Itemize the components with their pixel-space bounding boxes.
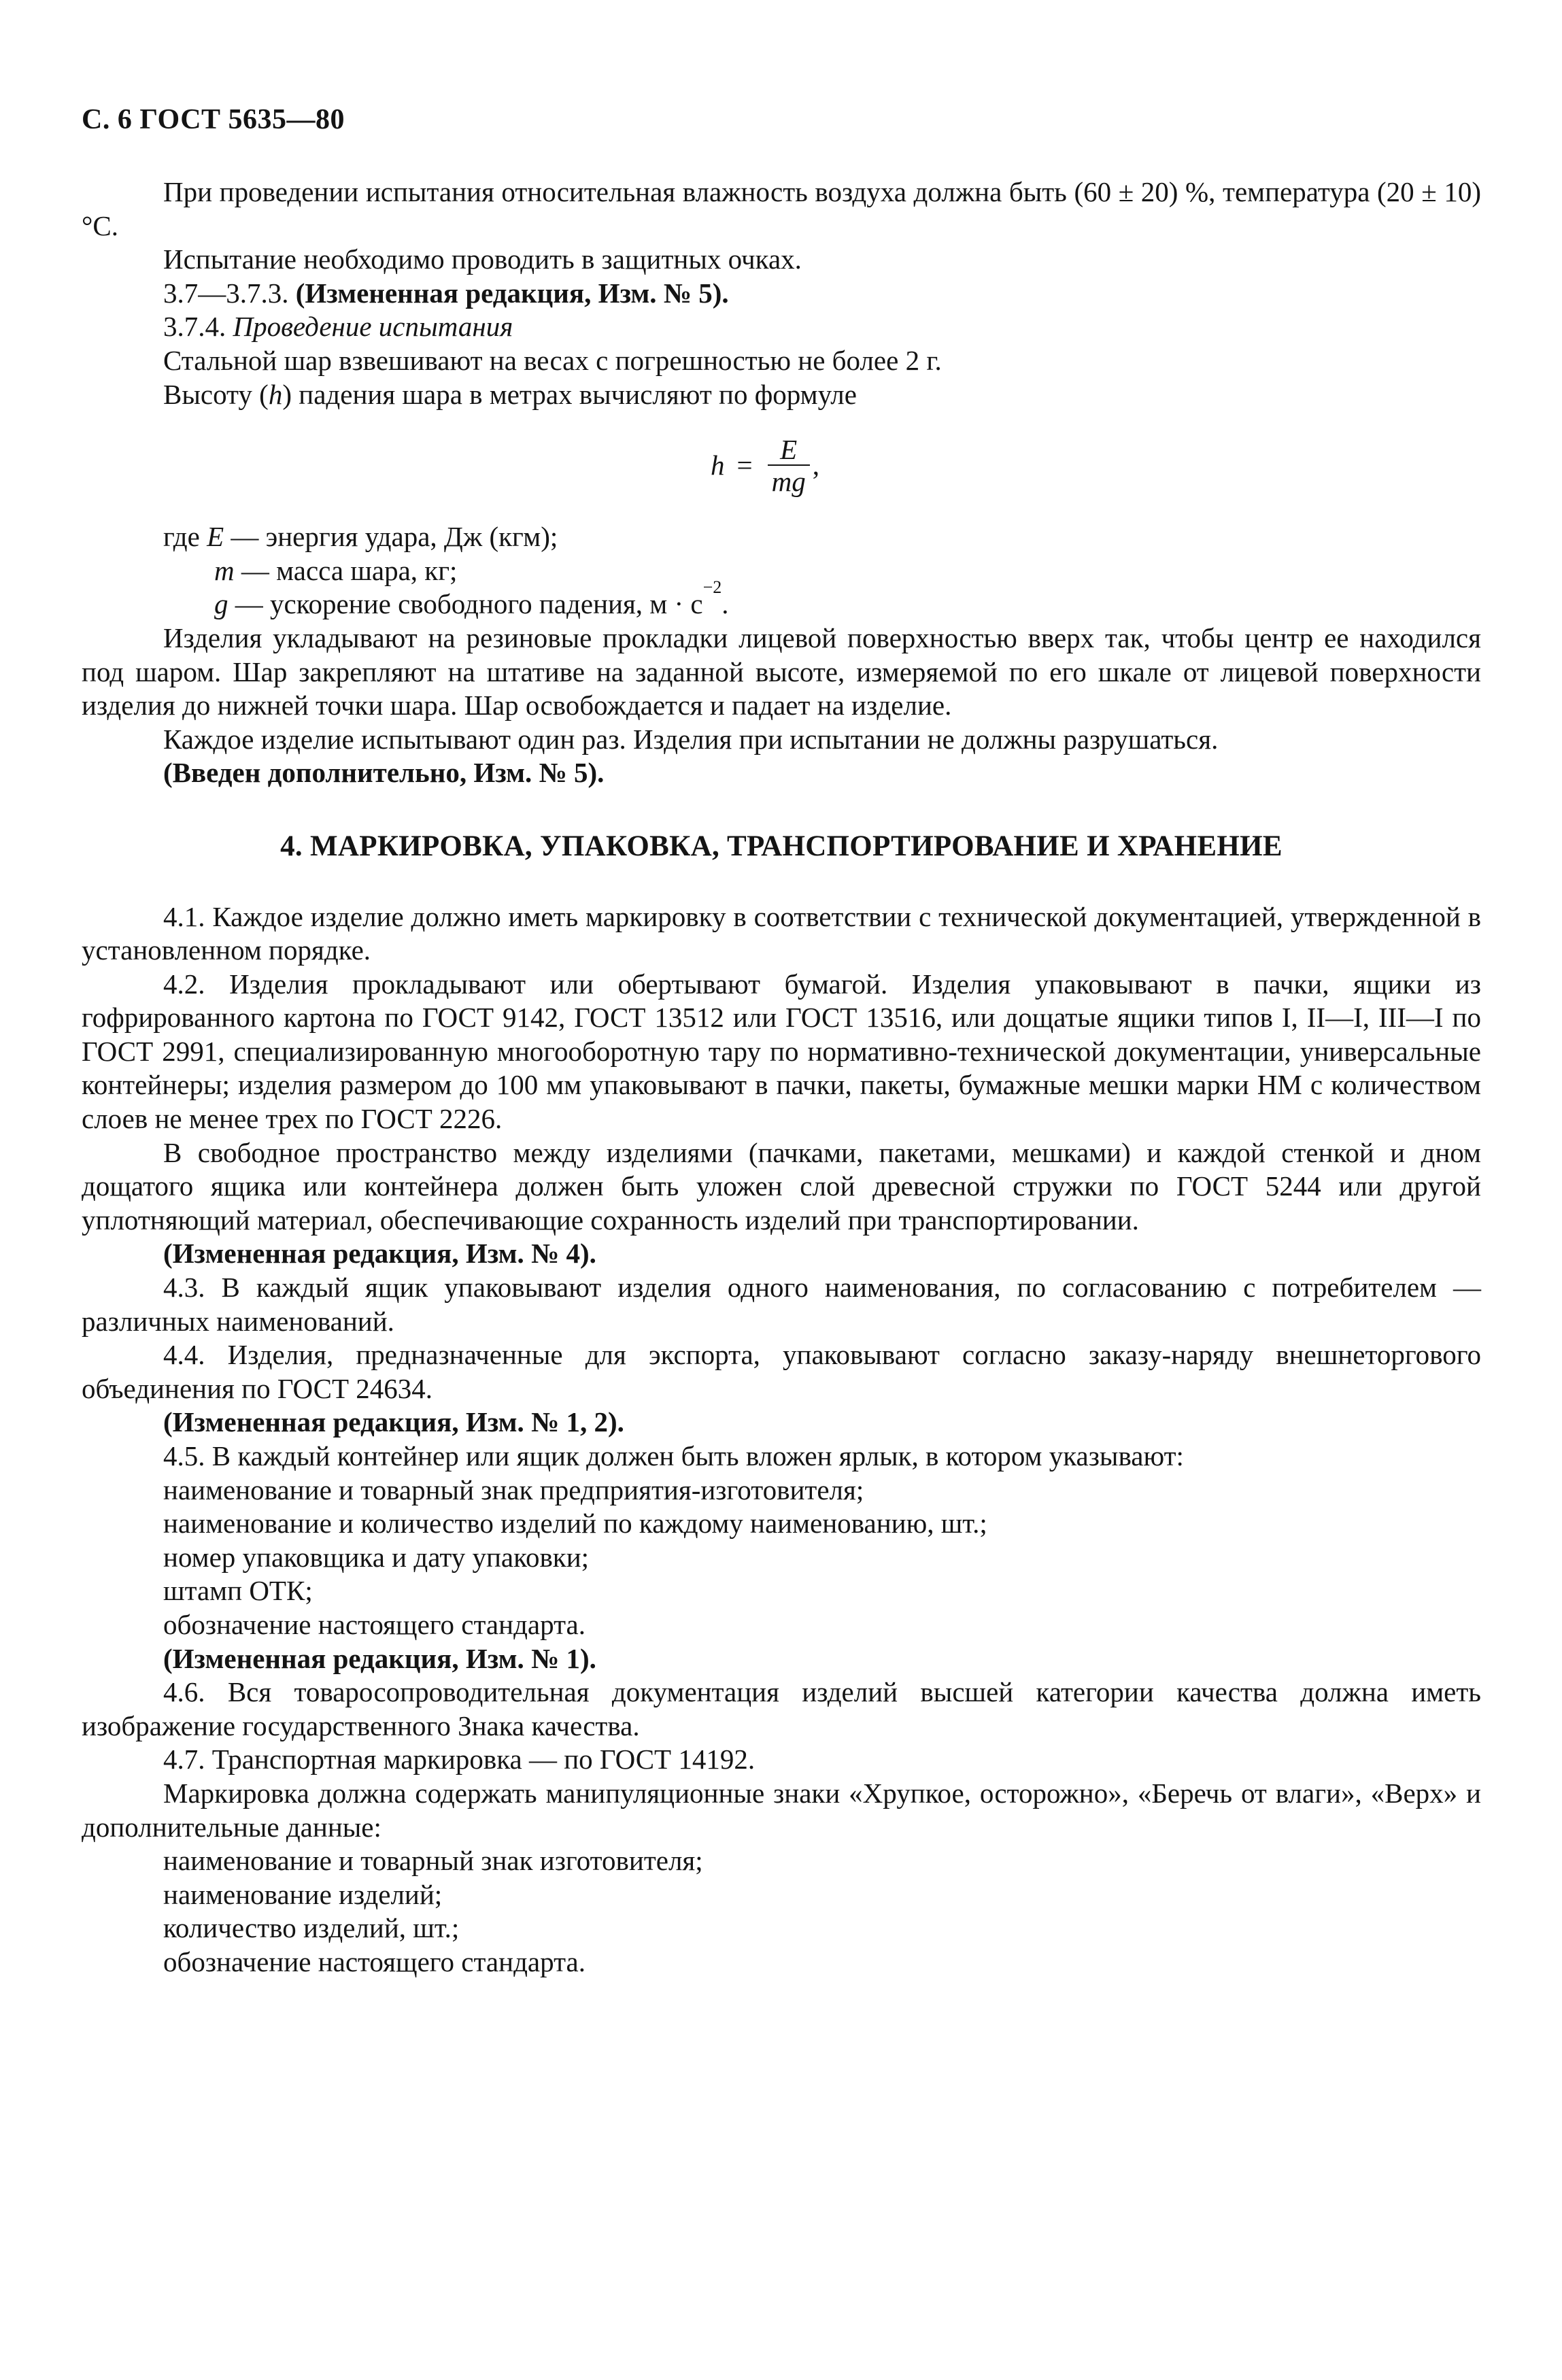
amendment-note: (Измененная редакция, Изм. № 1). [163, 1642, 596, 1674]
list-item: наименование изделий; [163, 1878, 443, 1910]
formula-lhs: h [711, 449, 725, 481]
document-body [82, 175, 1481, 1979]
paragraph-placement: Изделия укладывают на резиновые прокладки лицевой поверхностью вверх так, чтобы центр ее находился под шаром. Шар закрепляют на штативе на заданной высоте, измеряемой по его шкале от лицевой поверхности изделия до нижней точки шара. Шар освобождается и падает на изделие. [82, 622, 1481, 721]
list-item: номер упаковщика и дату упаковки; [163, 1541, 590, 1573]
paragraph-amendment-3-7 [82, 277, 1481, 311]
amendment-note: (Измененная редакция, Изм. № 1, 2). [163, 1406, 624, 1438]
list-item: обозначение настоящего стандарта. [163, 1608, 585, 1640]
formula-comma: , [812, 449, 819, 481]
list-item: обозначение настоящего стандарта. [163, 1945, 585, 1977]
paragraph-weighing: Стальной шар взвешивают на весах с погрешностью не более 2 г. [163, 344, 942, 376]
list-item: наименование и товарный знак предприятия-изготовителя; [163, 1474, 864, 1506]
paragraph-4-2-filler: В свободное пространство между изделиями (пачками, пакетами, мешками) и каждой стенкой и дном дощатого ящика или контейнера должен быть уложен слой древесной стружки по ГОСТ 5244 или другой уплотняющий материал, обеспечивающие сохранность изделий при транспортировании. [82, 1136, 1481, 1236]
list-item: наименование и товарный знак изготовителя; [163, 1845, 703, 1877]
formula-equals: = [736, 449, 753, 481]
page-header: С. 6 ГОСТ 5635—80 [82, 104, 345, 135]
formula-block [82, 411, 1481, 520]
legend-energy: где E — энергия удара, Дж (кгм); [163, 521, 558, 553]
formula [711, 435, 819, 497]
list-item: количество изделий, шт.; [163, 1912, 460, 1944]
paragraph-4-7: 4.7. Транспортная маркировка — по ГОСТ 14192. [163, 1744, 755, 1775]
list-item: наименование и количество изделий по каждому наименованию, шт.; [163, 1508, 987, 1540]
formula-denominator: mg [768, 464, 810, 497]
list-item: штамп ОТК; [163, 1575, 313, 1607]
clause-title: Проведение испытания [233, 311, 513, 343]
transport-marking-list [82, 1844, 1481, 1979]
section-title: 4. МАРКИРОВКА, УПАКОВКА, ТРАНСПОРТИРОВАНИЕ И ХРАНЕНИЕ [280, 830, 1283, 862]
formula-legend [82, 520, 1481, 622]
paragraph-4-2: 4.2. Изделия прокладывают или обертывают бумагой. Изделия упаковывают в пачки, ящики из гофрированного картона по ГОСТ 9142, ГОСТ 13512 или ГОСТ 13516, или дощатые ящики типов I, II—I, III—I по ГОСТ 2991, специализированную многооборотную тару по нормативно-технической документации, универсальные контейнеры; изделия размером до 100 мм упаковывают в пачки, пакеты, бумажные мешки марки НМ с количеством слоев не менее трех по ГОСТ 2226. [82, 968, 1481, 1135]
paragraph-height: Высоту (h) падения шара в метрах вычисляют по формуле [163, 378, 857, 410]
paragraph-4-4: 4.4. Изделия, предназначенные для экспорта, упаковывают согласно заказу-наряду внешнеторгового объединения по ГОСТ 24634. [82, 1339, 1481, 1404]
paragraph-3-7-4 [82, 310, 1481, 344]
legend-gravity: g — ускорение свободного падения, м · с −2 . [214, 577, 729, 620]
paragraph-humidity: При проведении испытания относительная влажность воздуха должна быть (60 ± 20) %, температура (20 ± 10) °С. [82, 176, 1481, 241]
amendment-note: (Введен дополнительно, Изм. № 5). [163, 757, 605, 789]
paragraph-4-1: 4.1. Каждое изделие должно иметь маркировку в соответствии с технической документацией, утвержденной в установленном порядке. [82, 900, 1481, 966]
label-contents-list [82, 1474, 1481, 1642]
paragraph-4-7-marks: Маркировка должна содержать манипуляционные знаки «Хрупкое, осторожно», «Беречь от влаги», «Верх» и дополнительные данные: [82, 1777, 1481, 1843]
paragraph-once: Каждое изделие испытывают один раз. Изделия при испытании не должны разрушаться. [163, 723, 1219, 755]
paragraph-4-6: 4.6. Вся товаросопроводительная документация изделий высшей категории качества должна иметь изображение государственного Знака качества. [82, 1676, 1481, 1741]
amendment-note: (Измененная редакция, Изм. № 4). [163, 1238, 596, 1270]
clause-number: 3.7—3.7.3. [163, 277, 289, 309]
clause-number: 3.7.4. [163, 311, 226, 343]
legend-mass: m — масса шара, кг; [214, 554, 458, 586]
paragraph-4-3: 4.3. В каждый ящик упаковывают изделия одного наименования, по согласованию с потребителем — различных наименований. [82, 1272, 1481, 1337]
paragraph-goggles: Испытание необходимо проводить в защитных очках. [163, 243, 802, 275]
paragraph-4-5: 4.5. В каждый контейнер или ящик должен быть вложен ярлык, в котором указывают: [163, 1440, 1184, 1472]
formula-numerator: E [780, 434, 798, 466]
amendment-note: (Измененная редакция, Изм. № 5). [295, 277, 729, 309]
formula-fraction [768, 435, 810, 497]
